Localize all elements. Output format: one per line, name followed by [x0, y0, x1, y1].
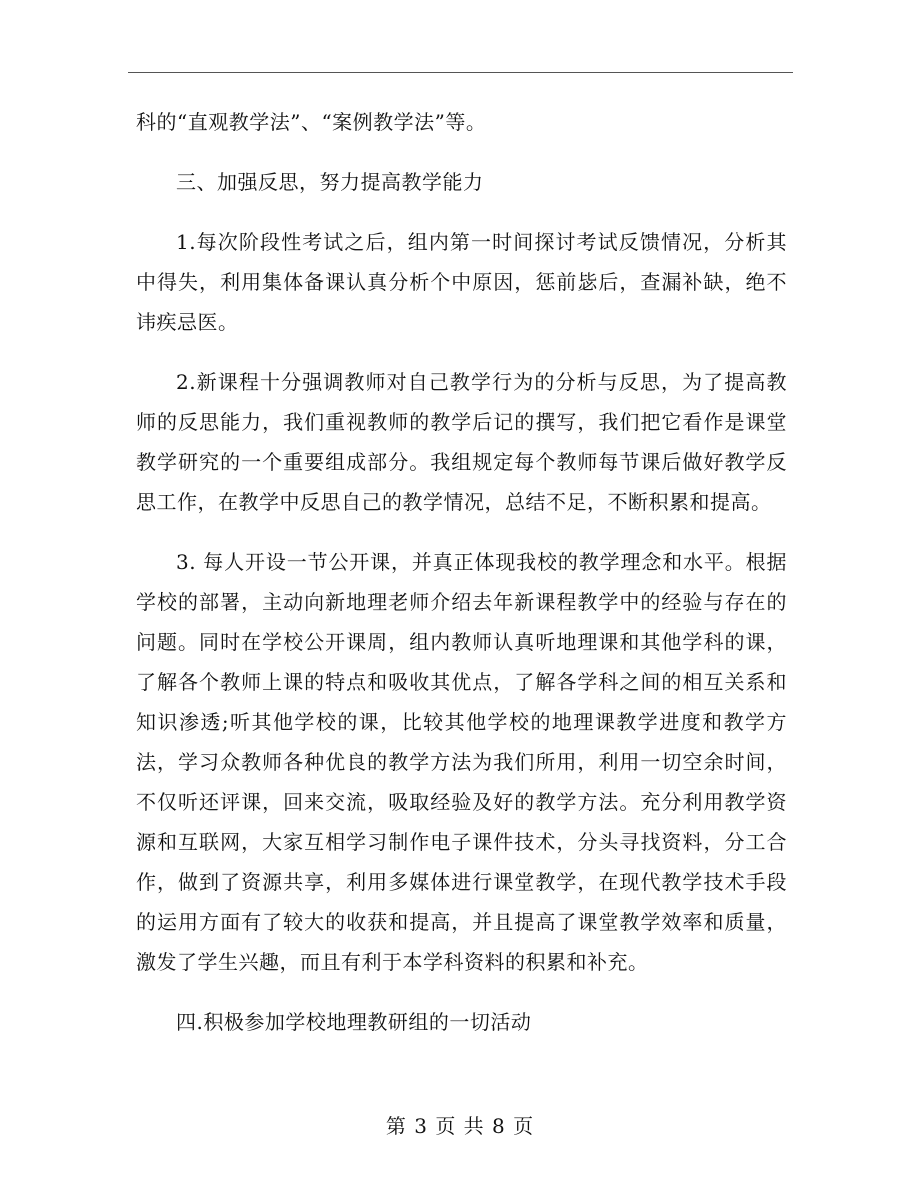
paragraph-item-3: 3. 每人开设一节公开课，并真正体现我校的教学理念和水平。根据学校的部署，主动向新地理老师介绍去年新课程教学中的经验与存在的问题。同时在学校公开课周，组内教师认真听地理课和其他学科的课，了解各个教师上课的特点和吸收其优点，了解各学科之间的相互关系和知识渗透;听其他学校的课，比较其他学校的地理课教学进度和教学方法，学习众教师各种优良的教学方法为我们所用，利用一切空余时间，不仅听还评课，回来交流，吸取经验及好的教学方法。充分利用教学资源和互联网，大家互相学习制作电子课件技术，分头寻找资料，分工合作，做到了资源共享，利用多媒体进行课堂教学，在现代教学技术手段的运用方面有了较大的收获和提高，并且提高了课堂教学效率和质量，激发了学生兴趣，而且有利于本学科资料的积累和补充。: [136, 550, 787, 974]
paragraph-item-2: 2.新课程十分强调教师对自己教学行为的分析与反思，为了提高教师的反思能力，我们重视教师的教学后记的撰写，我们把它看作是课堂教学研究的一个重要组成部分。我组规定每个教师每节课后做好教学反思工作，在教学中反思自己的教学情况，总结不足，不断积累和提高。: [136, 370, 787, 514]
section-heading-3: 三、加强反思，努力提高教学能力: [176, 170, 484, 194]
page-number-footer: 第 3 页 共 8 页: [385, 1114, 535, 1138]
document-body: [136, 102, 787, 1042]
section-heading-4: 四.积极参加学校地理教研组的一切活动: [176, 1010, 532, 1034]
header-rule: [128, 72, 793, 73]
paragraph-continuation: 科的“直观教学法”、“案例教学法”等。: [136, 110, 487, 134]
paragraph-item-1: 1.每次阶段性考试之后，组内第一时间探讨考试反馈情况，分析其中得失，利用集体备课认真分析个中原因，惩前毖后，查漏补缺，绝不讳疾忌医。: [136, 230, 787, 334]
